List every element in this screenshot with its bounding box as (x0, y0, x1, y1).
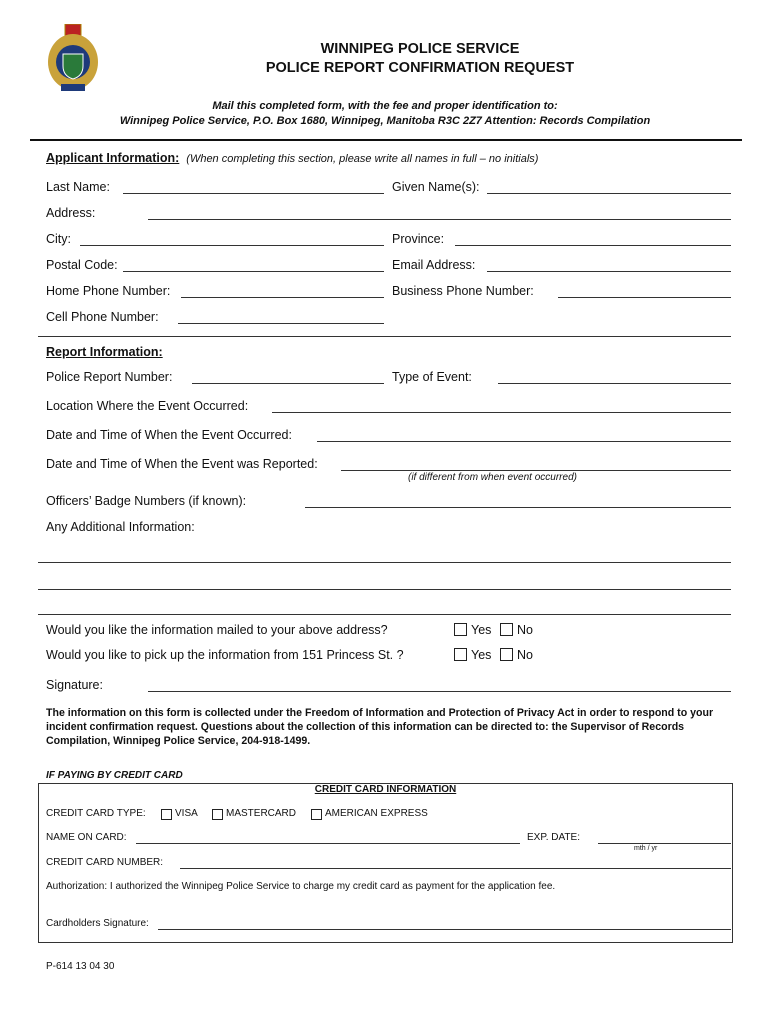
pickup-question: Would you like to pick up the information from 151 Princess St. ? (46, 648, 404, 662)
card-number-label: CREDIT CARD NUMBER: (46, 857, 164, 868)
last-name-field[interactable] (123, 193, 384, 194)
amex-checkbox[interactable] (311, 809, 322, 820)
header-rule (30, 139, 742, 141)
report-number-field[interactable] (192, 383, 384, 384)
report-heading: Report Information: (46, 345, 163, 359)
exp-date-label: EXP. DATE: (527, 832, 580, 843)
home-phone-field[interactable] (181, 297, 384, 298)
city-label: City: (46, 232, 71, 246)
cardholder-signature-field[interactable] (158, 929, 731, 930)
name-on-card-field[interactable] (136, 843, 520, 844)
exp-date-field[interactable] (598, 843, 731, 844)
mail-yes-label: Yes (471, 623, 492, 637)
mail-address: Winnipeg Police Service, P.O. Box 1680, Winnipeg, Manitoba R3C 2Z7 Attention: Records Compilation (119, 115, 651, 127)
amex-label: AMERICAN EXPRESS (325, 808, 428, 819)
mail-no-label: No (517, 623, 533, 637)
postal-code-label: Postal Code: (46, 258, 118, 272)
address-label: Address: (46, 206, 96, 220)
signature-label: Signature: (46, 678, 103, 692)
badge-numbers-field[interactable] (305, 507, 731, 508)
event-type-label: Type of Event: (392, 370, 472, 384)
pickup-no-checkbox[interactable] (500, 648, 513, 661)
report-number-label: Police Report Number: (46, 370, 173, 384)
card-type-label: CREDIT CARD TYPE: (46, 808, 146, 819)
city-field[interactable] (80, 245, 384, 246)
pickup-no-label: No (517, 648, 533, 662)
privacy-notice: The information on this form is collected under the Freedom of Information and Protection of Privacy Act in order to respond to your incident confirmation request. Questions about the collection of this information can be directed to: the Supervisor of Records Compilation, Winnipeg Police Service, 204-918-1499. (46, 707, 714, 747)
police-crest-logo (47, 24, 99, 94)
mail-yes-checkbox[interactable] (454, 623, 467, 636)
province-field[interactable] (455, 245, 731, 246)
additional-info-line-1[interactable] (38, 562, 731, 563)
cell-phone-label: Cell Phone Number: (46, 310, 159, 324)
name-on-card-label: NAME ON CARD: (46, 832, 127, 843)
cell-phone-field[interactable] (178, 323, 384, 324)
mastercard-checkbox[interactable] (212, 809, 223, 820)
date-occurred-label: Date and Time of When the Event Occurred: (46, 428, 292, 442)
badge-numbers-label: Officers’ Badge Numbers (if known): (46, 494, 247, 508)
address-field[interactable] (148, 219, 731, 220)
credit-card-intro: IF PAYING BY CREDIT CARD (46, 770, 183, 781)
visa-label: VISA (175, 808, 198, 819)
applicant-heading: Applicant Information: (When completing this section, please write all names in full – no initials) (46, 151, 539, 165)
page-title: WINNIPEG POLICE SERVICE (320, 41, 520, 57)
given-names-field[interactable] (487, 193, 731, 194)
given-names-label: Given Name(s): (392, 180, 480, 194)
signature-field[interactable] (148, 691, 731, 692)
date-reported-field[interactable] (341, 470, 731, 471)
date-occurred-field[interactable] (317, 441, 731, 442)
authorization-text: Authorization: I authorized the Winnipeg Police Service to charge my credit card as payment for the application fee. (46, 881, 556, 892)
section-divider (38, 336, 731, 337)
province-label: Province: (392, 232, 445, 246)
mail-question: Would you like the information mailed to your above address? (46, 623, 388, 637)
additional-info-line-2[interactable] (38, 589, 731, 590)
location-label: Location Where the Event Occurred: (46, 399, 249, 413)
event-type-field[interactable] (498, 383, 731, 384)
business-phone-field[interactable] (558, 297, 731, 298)
additional-info-line-3[interactable] (38, 614, 731, 615)
business-phone-label: Business Phone Number: (392, 284, 534, 298)
pickup-yes-checkbox[interactable] (454, 648, 467, 661)
email-label: Email Address: (392, 258, 476, 272)
postal-code-field[interactable] (123, 271, 384, 272)
home-phone-label: Home Phone Number: (46, 284, 171, 298)
cardholder-signature-label: Cardholders Signature: (46, 918, 149, 929)
pickup-yes-label: Yes (471, 648, 492, 662)
mail-no-checkbox[interactable] (500, 623, 513, 636)
mastercard-label: MASTERCARD (226, 808, 297, 819)
date-reported-note: (if different from when event occurred) (408, 472, 577, 483)
email-field[interactable] (487, 271, 731, 272)
location-field[interactable] (272, 412, 731, 413)
card-number-field[interactable] (180, 868, 731, 869)
exp-date-hint: mth / yr (634, 845, 658, 852)
last-name-label: Last Name: (46, 180, 110, 194)
form-number: P-614 13 04 30 (46, 961, 115, 972)
visa-checkbox[interactable] (161, 809, 172, 820)
additional-info-label: Any Additional Information: (46, 520, 195, 534)
date-reported-label: Date and Time of When the Event was Reported: (46, 457, 318, 471)
credit-card-heading: CREDIT CARD INFORMATION (314, 784, 457, 795)
page-subtitle: POLICE REPORT CONFIRMATION REQUEST (265, 60, 575, 76)
mail-instruction: Mail this completed form, with the fee and proper identification to: (212, 100, 558, 112)
